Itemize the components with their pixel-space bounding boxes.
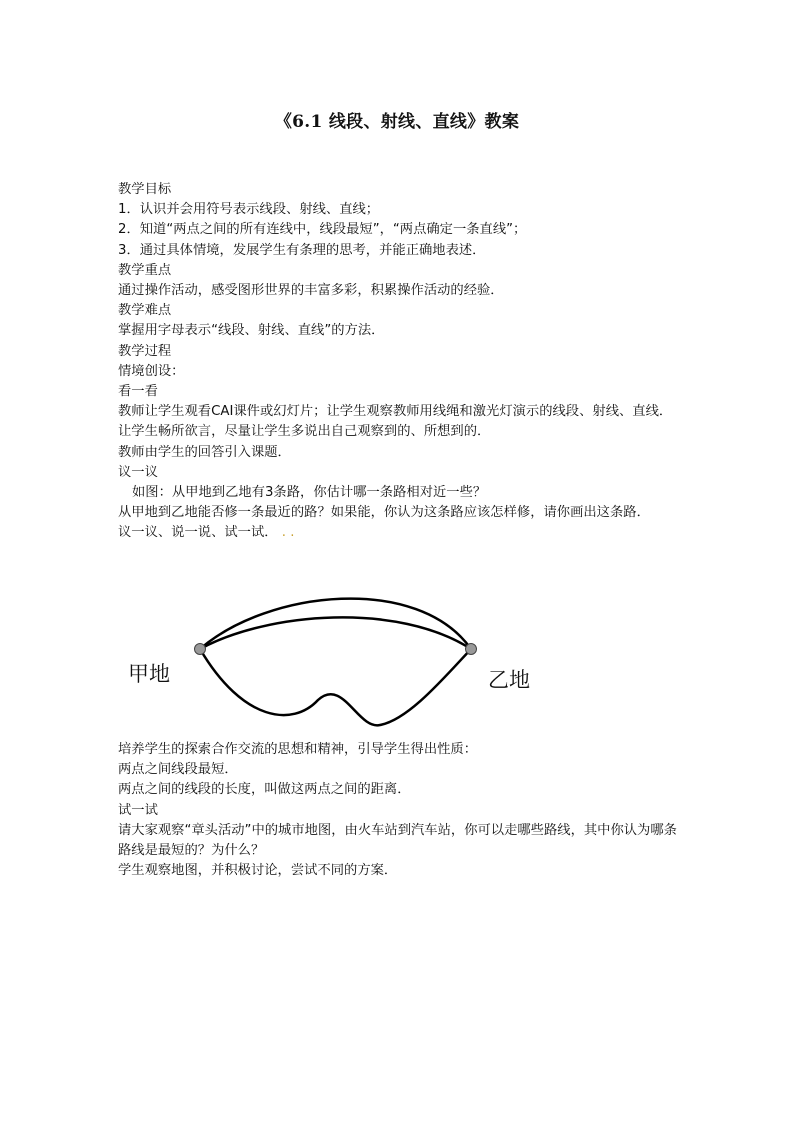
point-start xyxy=(195,644,206,655)
paragraph-introduce-topic: 教师由学生的回答引入课题． xyxy=(118,444,291,460)
point-end xyxy=(466,644,477,655)
section-heading-difficulties: 教学难点 xyxy=(118,303,172,319)
definition-distance: 两点之间的线段的长度，叫做这两点之间的距离． xyxy=(118,782,411,798)
paragraph-students-speak: 让学生畅所欲言，尽量让学生多说出自己观察到的、所想到的． xyxy=(118,424,491,440)
paragraph-teacher-demo: 教师让学生观看CAI课件或幻灯片；让学生观察教师用线绳和激光灯演示的线段、射线、直线． xyxy=(118,404,673,420)
label-end-place: 乙地 xyxy=(488,668,530,692)
property-shortest-segment: 两点之间线段最短． xyxy=(118,762,238,778)
subheading-discuss: 议一议 xyxy=(118,464,158,480)
document-title: 《6.1 线段、射线、直线》教案 xyxy=(274,112,520,132)
lesson-body-part2 xyxy=(118,740,683,881)
difficulties-text: 掌握用字母表示“线段、射线、直线”的方法． xyxy=(118,323,385,339)
section-heading-process: 教学过程 xyxy=(118,343,172,359)
section-heading-objectives: 教学目标 xyxy=(118,182,172,197)
objective-item-2: 2．知道“两点之间的所有连线中，线段最短”，“两点确定一条直线”； xyxy=(118,222,527,238)
route-lower-curve xyxy=(200,649,471,725)
objective-item-1: 1．认识并会用符号表示线段、射线、直线； xyxy=(118,202,380,218)
subheading-look: 看一看 xyxy=(118,384,158,400)
scenario-heading: 情境创设： xyxy=(118,363,185,379)
activity-text: 议一议、说一说、试一试． xyxy=(118,525,278,541)
label-start-place: 甲地 xyxy=(128,662,170,686)
key-points-text: 通过操作活动，感受图形世界的丰富多彩，积累操作活动的经验． xyxy=(118,283,504,299)
paragraph-cultivate: 培养学生的探索合作交流的思想和精神，引导学生得出性质： xyxy=(118,742,478,757)
route-upper-curve xyxy=(200,599,471,649)
activity-line xyxy=(118,523,683,543)
trailing-dots: . . xyxy=(281,525,295,541)
paragraph-discussion: 学生观察地图，并积极讨论，尝试不同的方案． xyxy=(118,863,398,879)
paragraph-shortest-road: 从甲地到乙地能否修一条最近的路？如果能，你认为这条路应该怎样修，请你画出这条路． xyxy=(118,505,650,521)
paragraph-city-map: 请大家观察“章头活动”中的城市地图，由火车站到汽车站，你可以走哪些路线，其中你认为哪条路线是最短的？为什么？ xyxy=(118,822,677,859)
section-heading-key-points: 教学重点 xyxy=(118,262,172,278)
lesson-body-part1 xyxy=(118,180,683,544)
paragraph-figure-question: 如图：从甲地到乙地有3条路，你估计哪一条路相对近一些？ xyxy=(132,485,487,501)
subheading-try: 试一试 xyxy=(118,802,158,818)
route-diagram xyxy=(118,582,558,732)
objective-item-3: 3．通过具体情境，发展学生有条理的思考，并能正确地表述． xyxy=(118,242,486,258)
